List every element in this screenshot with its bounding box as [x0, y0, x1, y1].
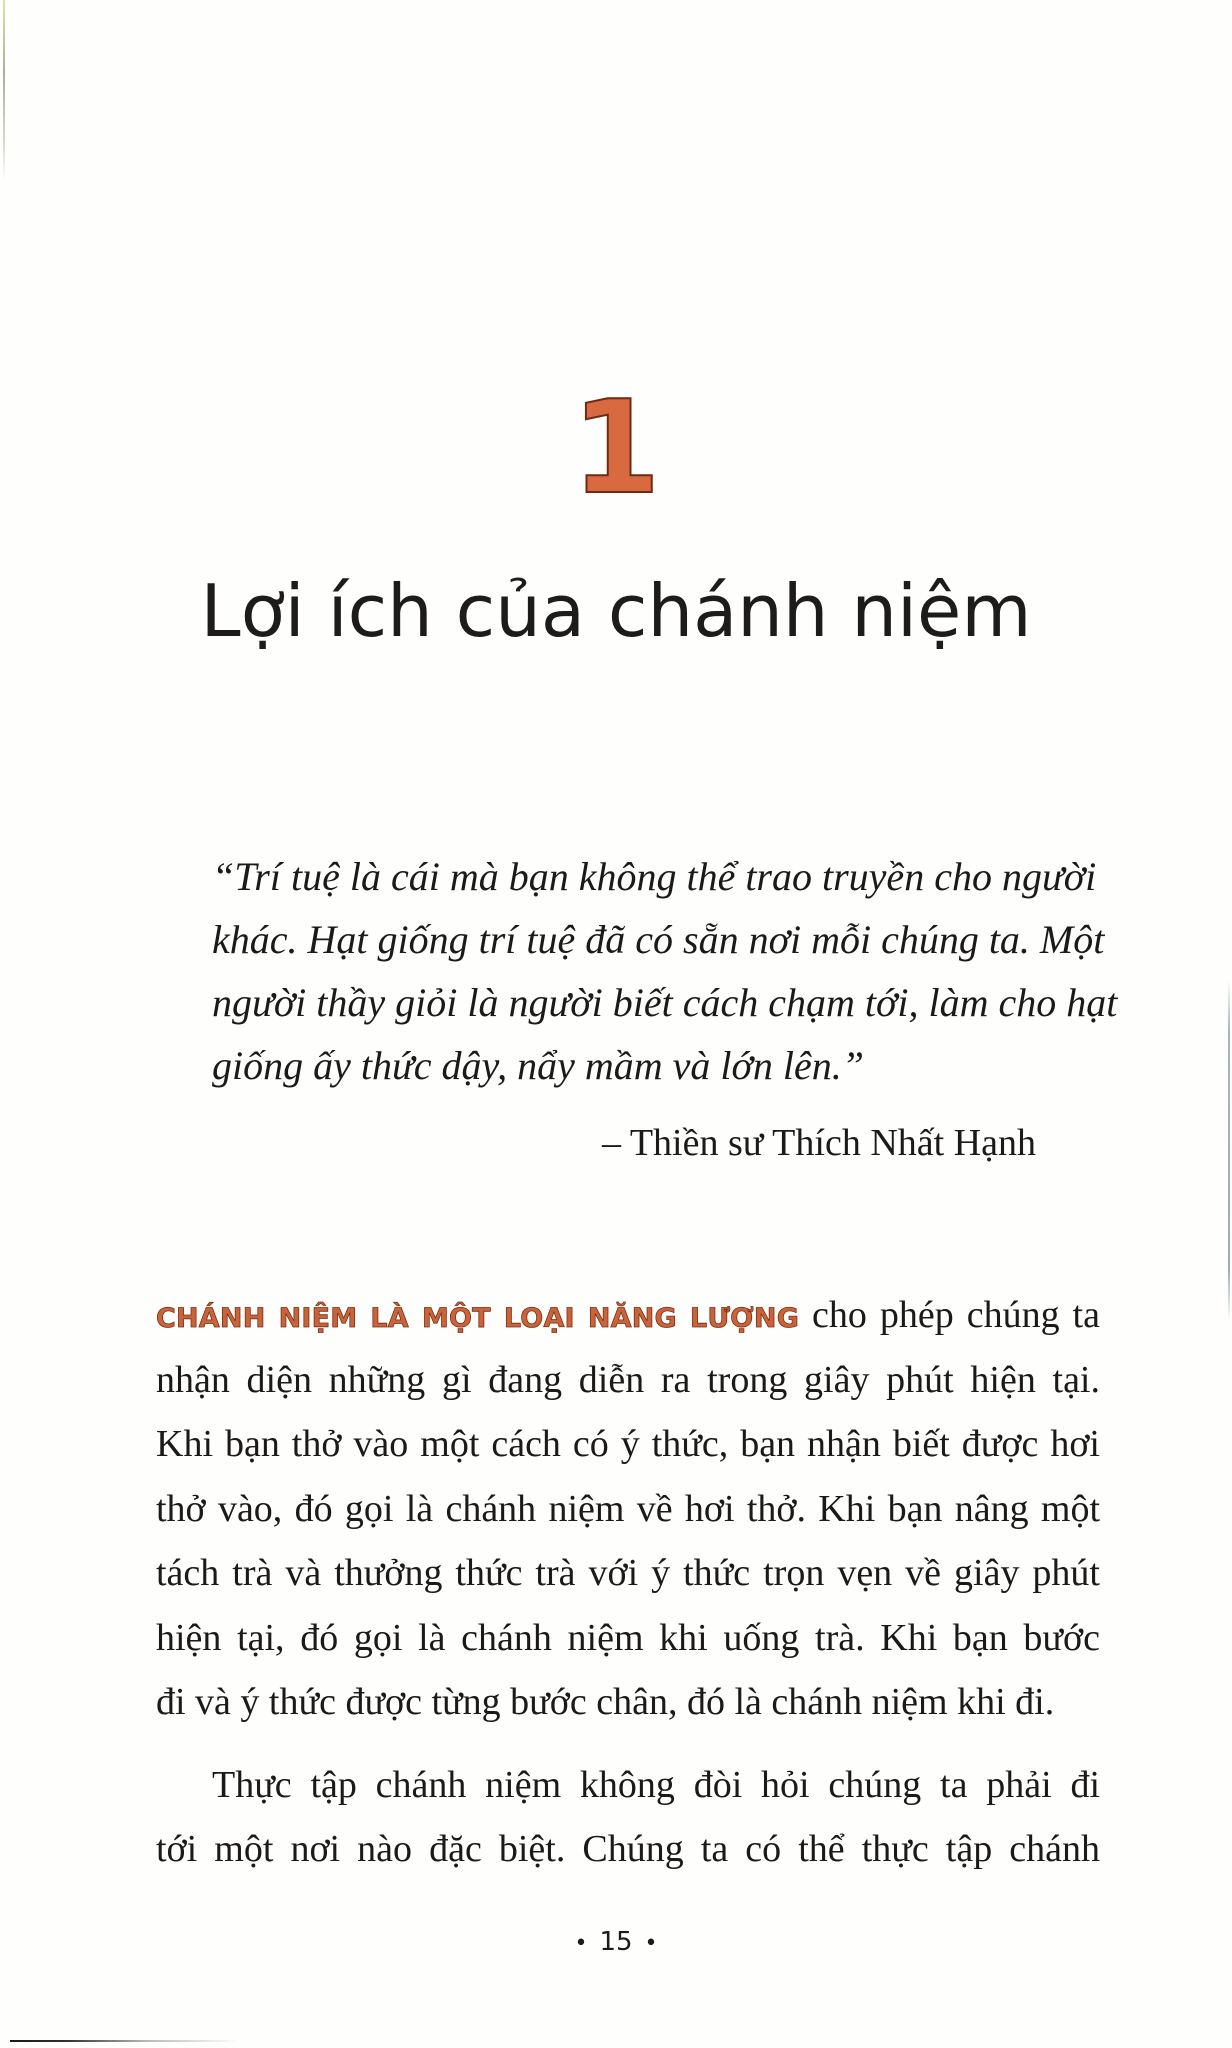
- epigraph-line: người thầy giỏi là người biết cách chạm tới, làm cho hạt: [212, 980, 1118, 1025]
- scan-edge-rule: [10, 2040, 240, 2042]
- body-line: tới một nơi nào đặc biệt. Chúng ta có thể thực tập chánh: [156, 1828, 1100, 1870]
- body-line: nhận diện những gì đang diễn ra trong giây phút hiện tại.: [156, 1358, 1100, 1401]
- body-line: [156, 1283, 1100, 1348]
- body-line: hiện tại, đó gọi là chánh niệm khi uống trà. Khi bạn bước: [156, 1616, 1100, 1659]
- bullet-icon: •: [644, 1931, 658, 1956]
- epigraph-line: “Trí tuệ là cái mà bạn không thể trao truyền cho người: [212, 854, 1097, 899]
- chapter-title: Lợi ích của chánh niệm: [200, 569, 1032, 653]
- epigraph-attribution: – Thiền sư Thích Nhất Hạnh: [602, 1122, 1036, 1164]
- body-line: đi và ý thức được từng bước chân, đó là chánh niệm khi đi.: [156, 1681, 1055, 1723]
- body-line-text: cho phép chúng ta: [799, 1294, 1100, 1336]
- epigraph-line: khác. Hạt giống trí tuệ đã có sẵn nơi mỗi chúng ta. Một: [212, 917, 1105, 962]
- page-edge-shadow: [1228, 980, 1230, 1320]
- paragraph-gap: [156, 1735, 1100, 1753]
- body-line: tách trà và thưởng thức trà với ý thức trọn vẹn về giây phút: [156, 1552, 1100, 1594]
- epigraph-quote: [212, 845, 1118, 1097]
- epigraph-line: giống ấy thức dậy, nẩy mầm và lớn lên.”: [212, 1043, 864, 1088]
- lead-in-caps: CHÁNH NIỆM LÀ MỘT LOẠI NĂNG LƯỢNG: [156, 1303, 800, 1334]
- page-number: [0, 1922, 1232, 1964]
- body-line: thở vào, đó gọi là chánh niệm về hơi thở. Khi bạn nâng một: [156, 1487, 1100, 1530]
- body-line: Khi bạn thở vào một cách có ý thức, bạn nhận biết được hơi: [156, 1423, 1100, 1465]
- body-line: Thực tập chánh niệm không đòi hỏi chúng ta phải đi: [212, 1763, 1100, 1806]
- gutter-shadow: [3, 0, 5, 180]
- page-number-value: 15: [599, 1927, 633, 1957]
- bullet-icon: •: [574, 1931, 588, 1956]
- chapter-number: 1: [571, 374, 661, 523]
- body-text: [156, 1283, 1100, 1882]
